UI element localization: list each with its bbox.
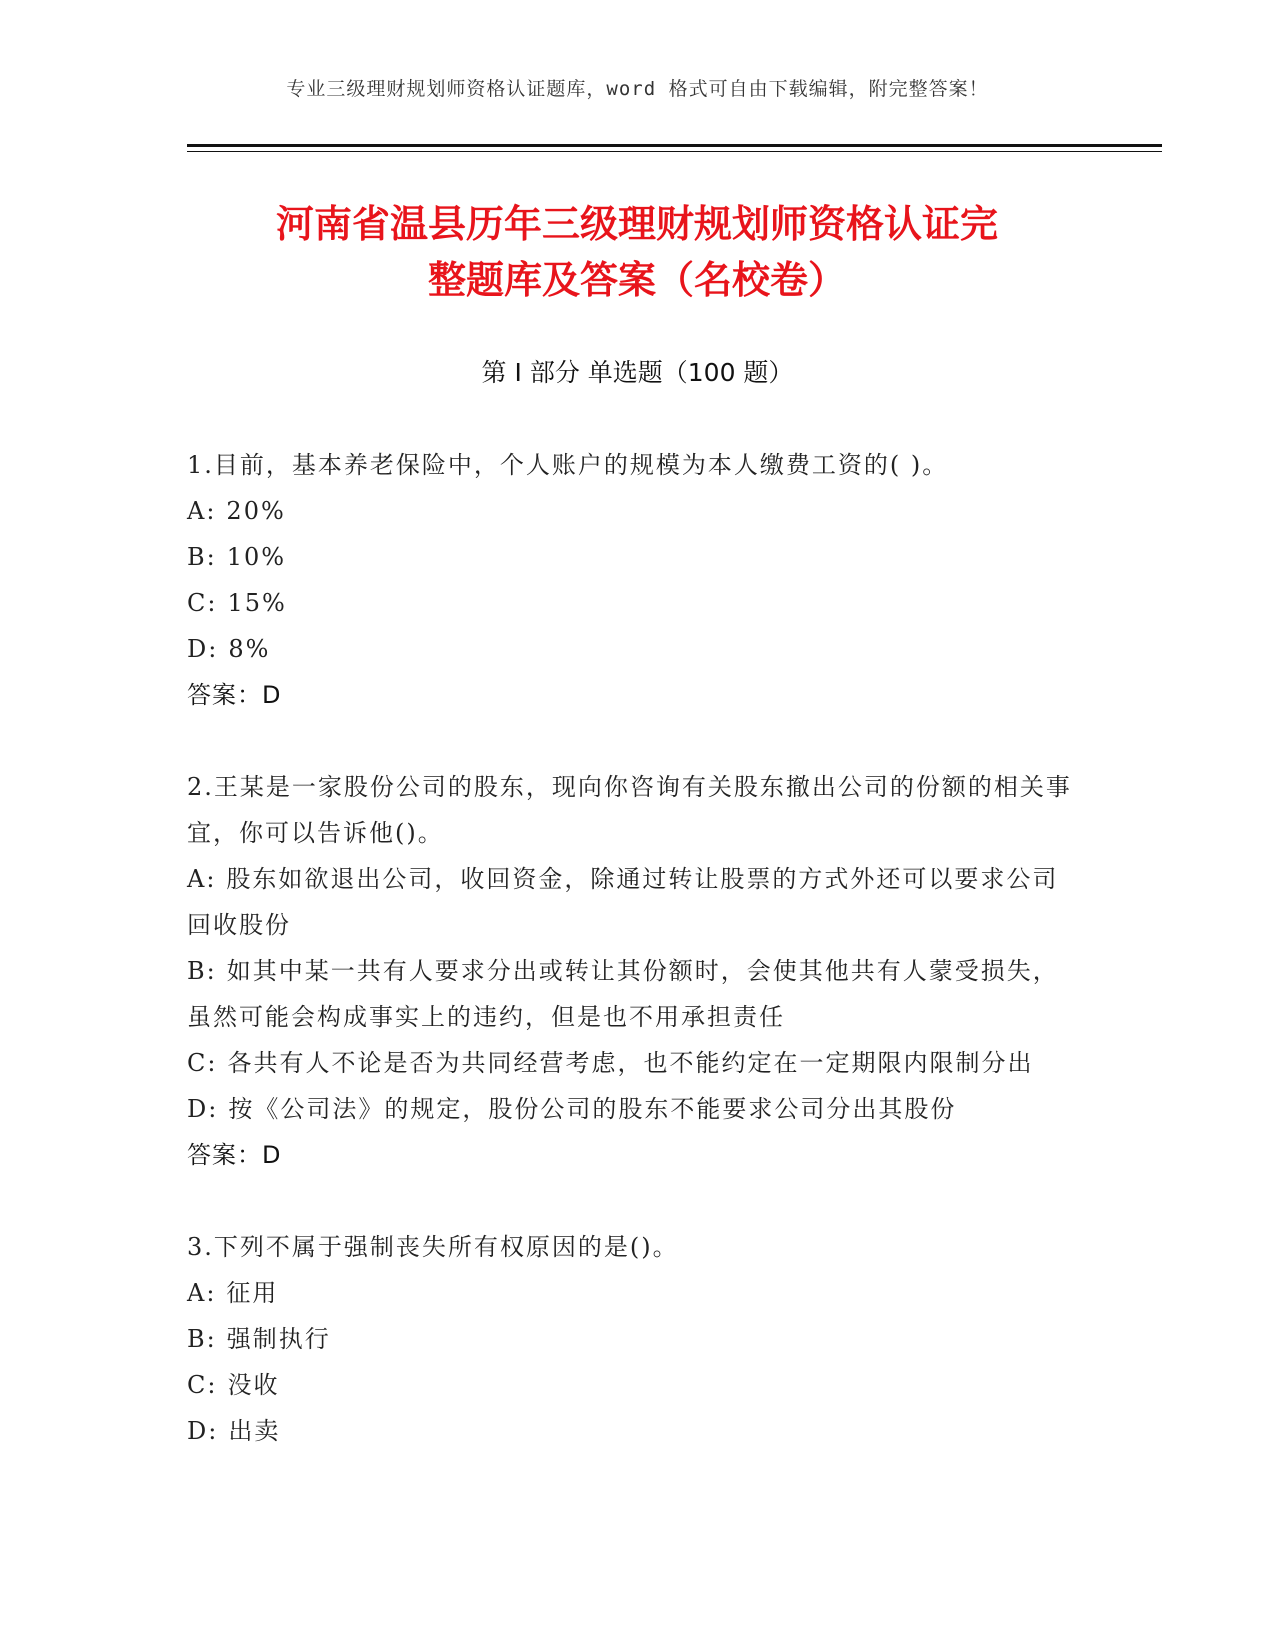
question-3: [187, 1224, 1082, 1454]
document-title-line-1: 河南省温县历年三级理财规划师资格认证完: [275, 202, 998, 246]
option-b: [187, 1316, 1082, 1362]
option-b: [187, 534, 1082, 580]
option-key: B:: [187, 543, 217, 571]
option-d: [187, 626, 1082, 672]
option-key: D:: [187, 635, 219, 663]
question-list: [187, 442, 1082, 1500]
option-text: 各共有人不论是否为共同经营考虑，也不能约定在一定期限内限制分出: [227, 1049, 1034, 1077]
answer-line: 答案：D: [187, 1141, 282, 1169]
option-key: A:: [187, 1279, 217, 1307]
option-c: [187, 1362, 1082, 1408]
option-text: 征用: [226, 1279, 279, 1307]
option-key: A:: [187, 497, 217, 525]
option-text: 出卖: [228, 1417, 281, 1445]
question-2: [187, 764, 1082, 1178]
option-key: C:: [187, 1049, 218, 1077]
section-title: 第 I 部分 单选题（100 题）: [481, 358, 794, 387]
option-text: 10%: [226, 543, 287, 571]
option-a: [187, 856, 1082, 948]
option-text: 没收: [227, 1371, 280, 1399]
option-text: 股东如欲退出公司，收回资金，除通过转让股票的方式外还可以要求公司回收股份: [187, 865, 1059, 939]
option-key: B:: [187, 1325, 217, 1353]
option-a: [187, 1270, 1082, 1316]
option-text: 8%: [228, 635, 271, 663]
option-text: 20%: [226, 497, 286, 525]
header-rule-thick: [187, 144, 1162, 147]
option-d: [187, 1408, 1082, 1454]
question-stem: 1.目前，基本养老保险中，个人账户的规模为本人缴费工资的( )。: [187, 451, 949, 479]
page-header: 专业三级理财规划师资格认证题库，word 格式可自由下载编辑，附完整答案！: [286, 78, 989, 100]
answer-line: 答案：D: [187, 681, 282, 709]
document-title: [187, 196, 1087, 308]
option-key: D:: [187, 1417, 219, 1445]
question-stem: 3.下列不属于强制丧失所有权原因的是()。: [187, 1233, 679, 1261]
option-d: [187, 1086, 1082, 1132]
option-a: [187, 488, 1082, 534]
option-text: 15%: [227, 589, 287, 617]
option-text: 强制执行: [226, 1325, 331, 1353]
option-key: D:: [187, 1095, 219, 1123]
document-title-line-2: 整题库及答案（名校卷）: [427, 258, 846, 302]
question-stem: 2.王某是一家股份公司的股东，现向你咨询有关股东撤出公司的份额的相关事宜，你可以告诉他()。: [187, 773, 1072, 847]
option-key: B:: [187, 957, 217, 985]
header-rule-thin: [187, 151, 1162, 152]
option-key: A:: [187, 865, 217, 893]
option-text: 按《公司法》的规定，股份公司的股东不能要求公司分出其股份: [228, 1095, 957, 1123]
option-b: [187, 948, 1082, 1040]
option-c: [187, 580, 1082, 626]
option-c: [187, 1040, 1082, 1086]
question-1: [187, 442, 1082, 718]
option-key: C:: [187, 1371, 218, 1399]
option-text: 如其中某一共有人要求分出或转让其份额时，会使其他共有人蒙受损失，虽然可能会构成事实上的违约，但是也不用承担责任: [187, 957, 1059, 1031]
option-key: C:: [187, 589, 218, 617]
